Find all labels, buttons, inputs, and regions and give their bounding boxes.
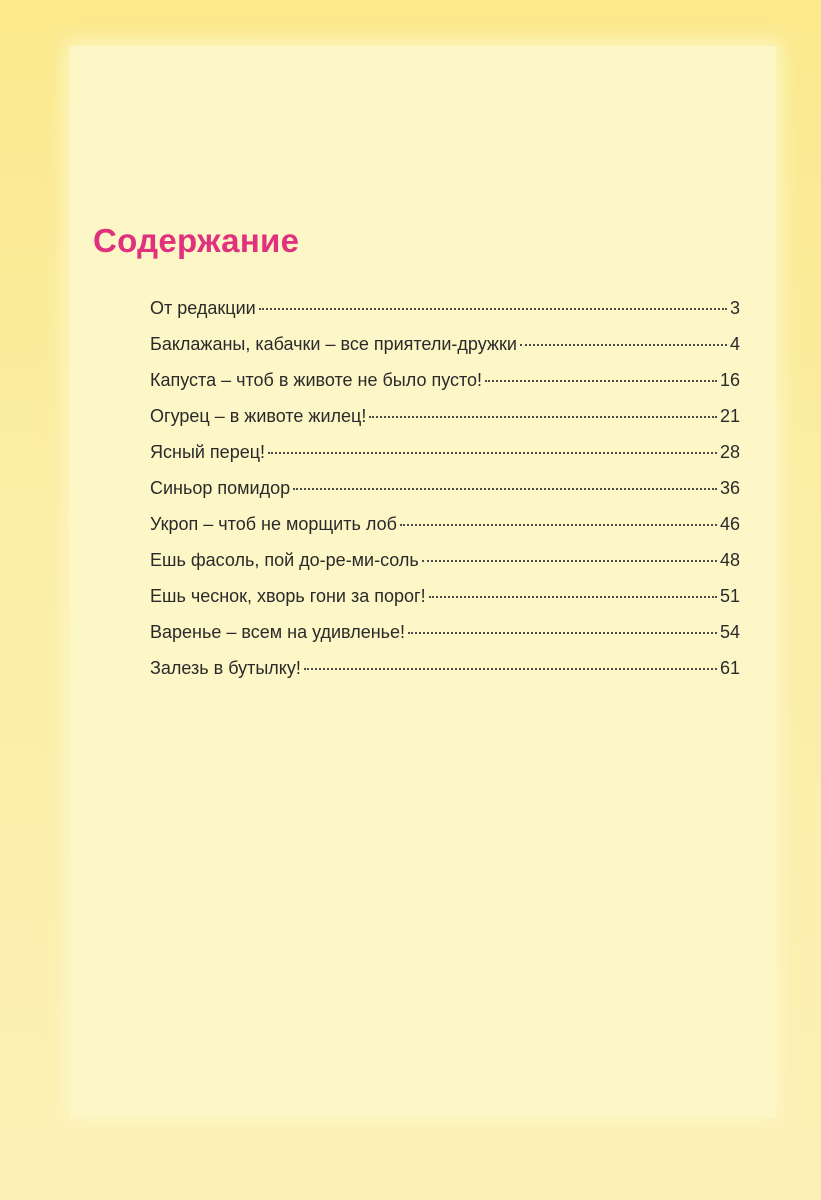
toc-entry-label: Ешь фасоль, пой до-ре-ми-соль xyxy=(150,550,419,570)
toc-leader-dots xyxy=(293,488,717,490)
toc-entry-page: 48 xyxy=(719,550,740,570)
toc-entry-page: 36 xyxy=(719,478,740,498)
toc-entry-page: 61 xyxy=(719,658,740,678)
toc-leader-dots xyxy=(400,524,717,526)
toc-entry-label: Укроп – чтоб не морщить лоб xyxy=(150,514,397,534)
table-of-contents xyxy=(150,298,740,694)
toc-leader-dots xyxy=(422,560,717,562)
toc-entry-page: 28 xyxy=(719,442,740,462)
toc-entry-page: 54 xyxy=(719,622,740,642)
toc-entry-label: Варенье – всем на удивленье! xyxy=(150,622,406,642)
toc-leader-dots xyxy=(520,344,727,346)
toc-leader-dots xyxy=(429,596,717,598)
toc-entry-page: 16 xyxy=(719,370,740,390)
toc-entry-page: 51 xyxy=(719,586,740,606)
toc-entry-label: Ясный перец! xyxy=(150,442,266,462)
toc-entry-page: 21 xyxy=(719,406,740,426)
toc-entry-page: 46 xyxy=(719,514,740,534)
toc-entry-page: 3 xyxy=(729,298,740,318)
toc-entry xyxy=(150,442,740,478)
toc-entry xyxy=(150,586,740,622)
toc-entry-label: Синьор помидор xyxy=(150,478,291,498)
toc-leader-dots xyxy=(408,632,717,634)
toc-entry xyxy=(150,298,740,334)
toc-entry-label: Капуста – чтоб в животе не было пусто! xyxy=(150,370,483,390)
page-title: Содержание xyxy=(93,222,300,259)
toc-entry-label: Залезь в бутылку! xyxy=(150,658,301,678)
toc-leader-dots xyxy=(304,668,717,670)
toc-entry xyxy=(150,550,740,586)
toc-entry xyxy=(150,478,740,514)
toc-entry xyxy=(150,622,740,658)
toc-leader-dots xyxy=(369,416,717,418)
toc-entry xyxy=(150,334,740,370)
toc-entry-label: Огурец – в животе жилец! xyxy=(150,406,367,426)
toc-leader-dots xyxy=(259,308,727,310)
toc-entry-label: Баклажаны, кабачки – все приятели-дружки xyxy=(150,334,517,354)
toc-leader-dots xyxy=(485,380,717,382)
toc-entry-page: 4 xyxy=(729,334,740,354)
toc-entry xyxy=(150,370,740,406)
toc-leader-dots xyxy=(268,452,717,454)
toc-entry-label: От редакции xyxy=(150,298,256,318)
toc-entry xyxy=(150,514,740,550)
toc-entry xyxy=(150,406,740,442)
toc-entry-label: Ешь чеснок, хворь гони за порог! xyxy=(150,586,426,606)
toc-entry xyxy=(150,658,740,694)
